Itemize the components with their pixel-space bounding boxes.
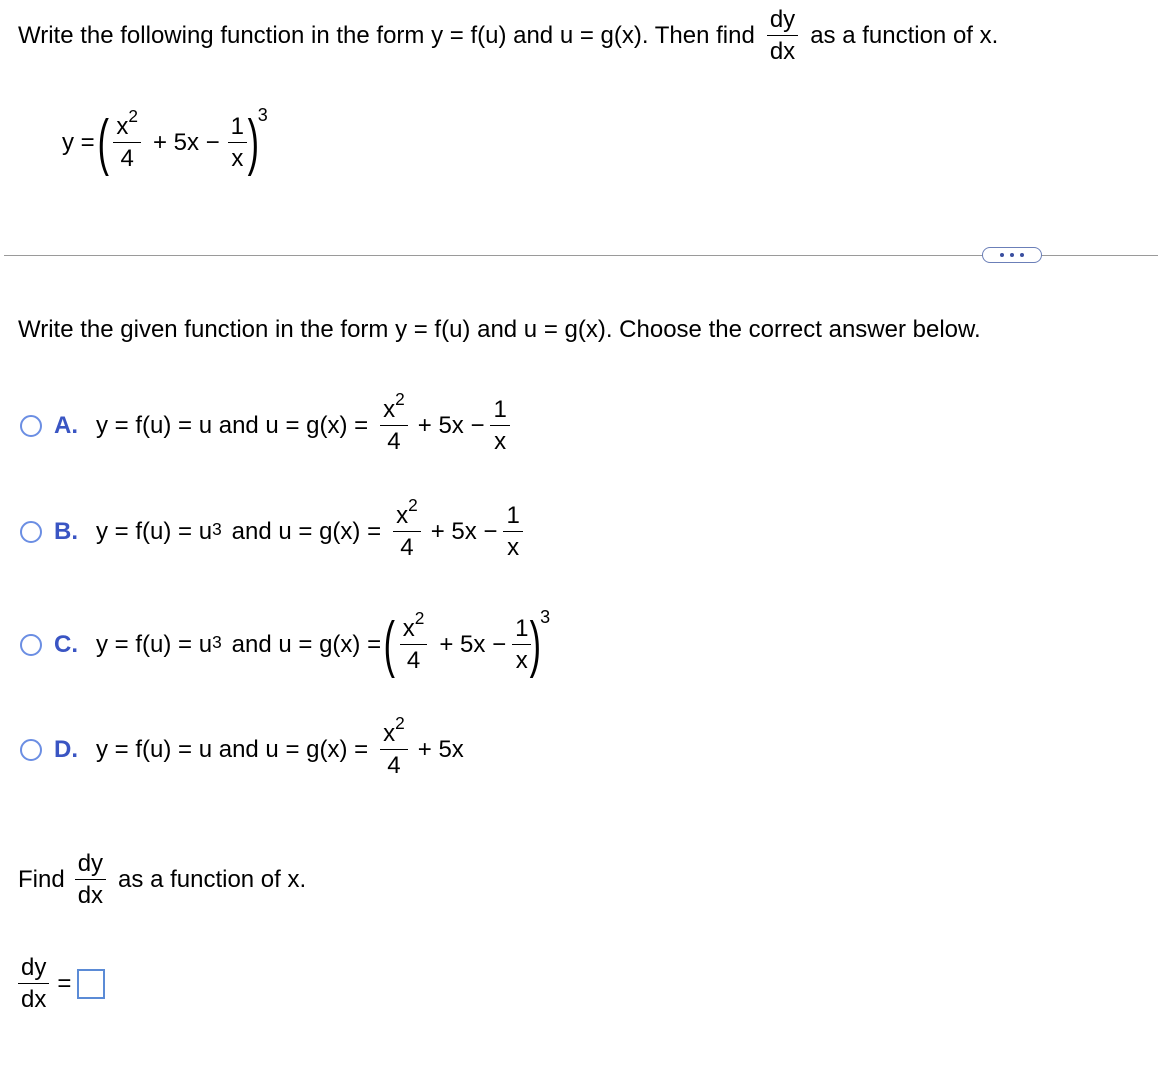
- question-text: Write the following function in the form y = f(u) and u = g(x). Then find $\frac{dy}{dx}$ as a function of x.: [18, 6, 999, 65]
- option-d[interactable]: D. y = f(u) = u and u = g(x) = $\frac{x^2}{4}$ + 5x: [20, 722, 464, 778]
- radio-button-b[interactable]: [20, 521, 42, 543]
- question-intro: Write the following function in the form y = f(u) and u = g(x). Then find: [18, 22, 755, 49]
- radio-button-d[interactable]: [20, 739, 42, 761]
- option-b[interactable]: B. y = f(u) = u $^3$ and u = g(x) = $\frac{x^2}{4}$ + 5x − $\frac{1}{x}$: [20, 504, 523, 560]
- dy-dx-fraction: $\frac{dy}{dx}$: [767, 8, 798, 64]
- part2-prompt: Find $\frac{dy}{dx}$ as a function of x.: [18, 850, 307, 909]
- option-a[interactable]: A. y = f(u) = u and u = g(x) = $\frac{x^2}{4}$ + 5x − $\frac{1}{x}$: [20, 398, 510, 454]
- radio-button-c[interactable]: [20, 634, 42, 656]
- dot-icon: [1010, 253, 1014, 257]
- more-options-button[interactable]: [982, 247, 1042, 263]
- answer-row: $\frac{dy}{dx}$ =: [18, 956, 105, 1012]
- part1-prompt: Write the given function in the form y = f(u) and u = g(x). Choose the correct answer below.: [18, 316, 981, 343]
- radio-button-a[interactable]: [20, 415, 42, 437]
- answer-input[interactable]: [77, 969, 105, 999]
- given-function: y = ( $\frac{x^2}{4}$ + 5x − $\frac{1}{x}$ ) $^3$: [62, 105, 268, 177]
- dot-icon: [1000, 253, 1004, 257]
- dot-icon: [1020, 253, 1024, 257]
- option-c[interactable]: C. y = f(u) = u $^3$ and u = g(x) = ( $\frac{x^2}{4}$ + 5x − $\frac{1}{x}$ ) $^3$: [20, 614, 550, 676]
